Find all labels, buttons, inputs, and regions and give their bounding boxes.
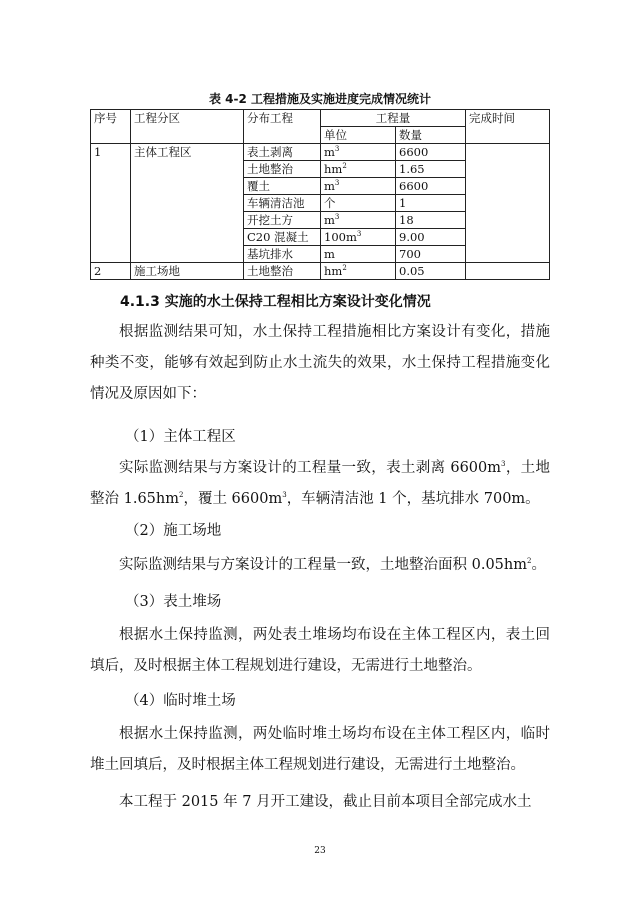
cell-project: 土地整治 <box>244 263 321 280</box>
cell-zone: 施工场地 <box>131 263 244 280</box>
cell-unit <box>321 178 396 195</box>
cell-project: 土地整治 <box>244 161 321 178</box>
cell-unit <box>321 161 396 178</box>
header-unit: 单位 <box>321 127 396 144</box>
unit-base: m <box>324 179 335 193</box>
table-row <box>91 246 550 263</box>
item-topsoil-text: 根据水土保持监测，两处表土堆场均布设在主体工程区内，表土回填后，及时根据主体工程规划进行建设，无需进行土地整治。 <box>90 627 550 674</box>
table-caption: 表 4-2 工程措施及实施进度完成情况统计 <box>208 92 432 106</box>
cell-unit <box>321 144 396 161</box>
cell-unit <box>321 263 396 280</box>
unit-superscript: 2 <box>342 162 347 171</box>
cell-amount: 18 <box>396 212 466 229</box>
table-row <box>91 144 550 161</box>
item-site-title: （2）施工场地 <box>125 523 222 539</box>
cell-project: 表土剥离 <box>244 144 321 161</box>
cell-amount: 1 <box>396 195 466 212</box>
item-temp-title: （4）临时堆土场 <box>125 693 236 709</box>
cell-amount: 700 <box>396 246 466 263</box>
unit-base: hm <box>324 264 343 278</box>
header-quantity: 工程量 <box>321 110 466 127</box>
table-body <box>91 110 550 280</box>
table-row <box>91 229 550 246</box>
intro-paragraph: 根据监测结果可知，水土保持工程措施相比方案设计有变化，措施种类不变，能够有效起到防止水土流失的效果，水土保持工程措施变化情况及原因如下： <box>90 324 550 402</box>
header-zone: 工程分区 <box>131 110 244 144</box>
final-paragraph: 本工程于 2015 年 7 月开工建设，截止目前本项目全部完成水土 <box>119 794 532 810</box>
unit-base: hm <box>324 162 343 176</box>
cell-finish-time <box>466 246 550 263</box>
header-finish-time: 完成时间 <box>466 110 550 144</box>
cell-finish-time <box>466 144 550 161</box>
table-header-row <box>91 110 550 127</box>
unit-base: m <box>324 247 335 261</box>
works-progress-table <box>90 109 550 280</box>
cell-project: 车辆清洁池 <box>244 195 321 212</box>
item-site-text: 实际监测结果与方案设计的工程量一致，土地整治面积 $0.05hm^2$。 <box>119 557 546 573</box>
unit-superscript: 3 <box>334 213 340 222</box>
item-temp-text: 根据水土保持监测，两处临时堆土场均布设在主体工程区内，临时堆土回填后，及时根据主体工程规划进行建设，无需进行土地整治。 <box>90 726 550 773</box>
item-main-zone-title: （1）主体工程区 <box>125 429 236 445</box>
table-row <box>91 263 550 280</box>
section-heading: 4.1.3 实施的水土保持工程相比方案设计变化情况 <box>120 294 431 310</box>
cell-unit <box>321 246 396 263</box>
cell-zone <box>131 178 244 195</box>
cell-amount: 9.00 <box>396 229 466 246</box>
cell-seq <box>91 246 131 263</box>
unit-base: m <box>324 213 335 227</box>
table-row <box>91 161 550 178</box>
cell-seq <box>91 195 131 212</box>
unit-base: 个 <box>324 196 336 210</box>
cell-seq <box>91 178 131 195</box>
cell-amount: 6600 <box>396 144 466 161</box>
cell-zone: 主体工程区 <box>131 144 244 161</box>
table-row <box>91 178 550 195</box>
cell-unit <box>321 195 396 212</box>
unit-superscript: 2 <box>342 264 347 273</box>
item-topsoil-title: （3）表土堆场 <box>125 594 222 610</box>
cell-project: 基坑排水 <box>244 246 321 263</box>
cell-finish-time <box>466 178 550 195</box>
cell-seq <box>91 161 131 178</box>
table-row <box>91 212 550 229</box>
cell-finish-time <box>466 212 550 229</box>
cell-unit <box>321 212 396 229</box>
table-row <box>91 195 550 212</box>
unit-superscript: 3 <box>356 230 362 239</box>
cell-finish-time <box>466 229 550 246</box>
cell-seq: 1 <box>91 144 131 161</box>
cell-seq <box>91 212 131 229</box>
cell-zone <box>131 229 244 246</box>
cell-zone <box>131 212 244 229</box>
unit-base: 100m <box>324 230 357 244</box>
unit-base: m <box>324 145 335 159</box>
item-main-zone-text: 实际监测结果与方案设计的工程量一致，表土剥离 $6600m^3$，土地整治 $1.65hm^2$，覆土 $6600m^3$，车辆清洁池 1 个，基坑排水 700m。 <box>90 460 550 507</box>
cell-unit <box>321 229 396 246</box>
cell-amount: 6600 <box>396 178 466 195</box>
cell-finish-time <box>466 263 550 280</box>
header-project: 分布工程 <box>244 110 321 144</box>
header-seq: 序号 <box>91 110 131 144</box>
cell-project: C20 混凝土 <box>244 229 321 246</box>
cell-amount: 1.65 <box>396 161 466 178</box>
page-number: 23 <box>314 846 326 856</box>
cell-project: 覆土 <box>244 178 321 195</box>
cell-zone <box>131 161 244 178</box>
unit-superscript: 3 <box>334 179 340 188</box>
unit-superscript: 3 <box>334 145 340 154</box>
cell-zone <box>131 195 244 212</box>
cell-zone <box>131 246 244 263</box>
cell-seq: 2 <box>91 263 131 280</box>
cell-project: 开挖土方 <box>244 212 321 229</box>
cell-amount: 0.05 <box>396 263 466 280</box>
cell-finish-time <box>466 161 550 178</box>
cell-finish-time <box>466 195 550 212</box>
header-amount: 数量 <box>396 127 466 144</box>
cell-seq <box>91 229 131 246</box>
